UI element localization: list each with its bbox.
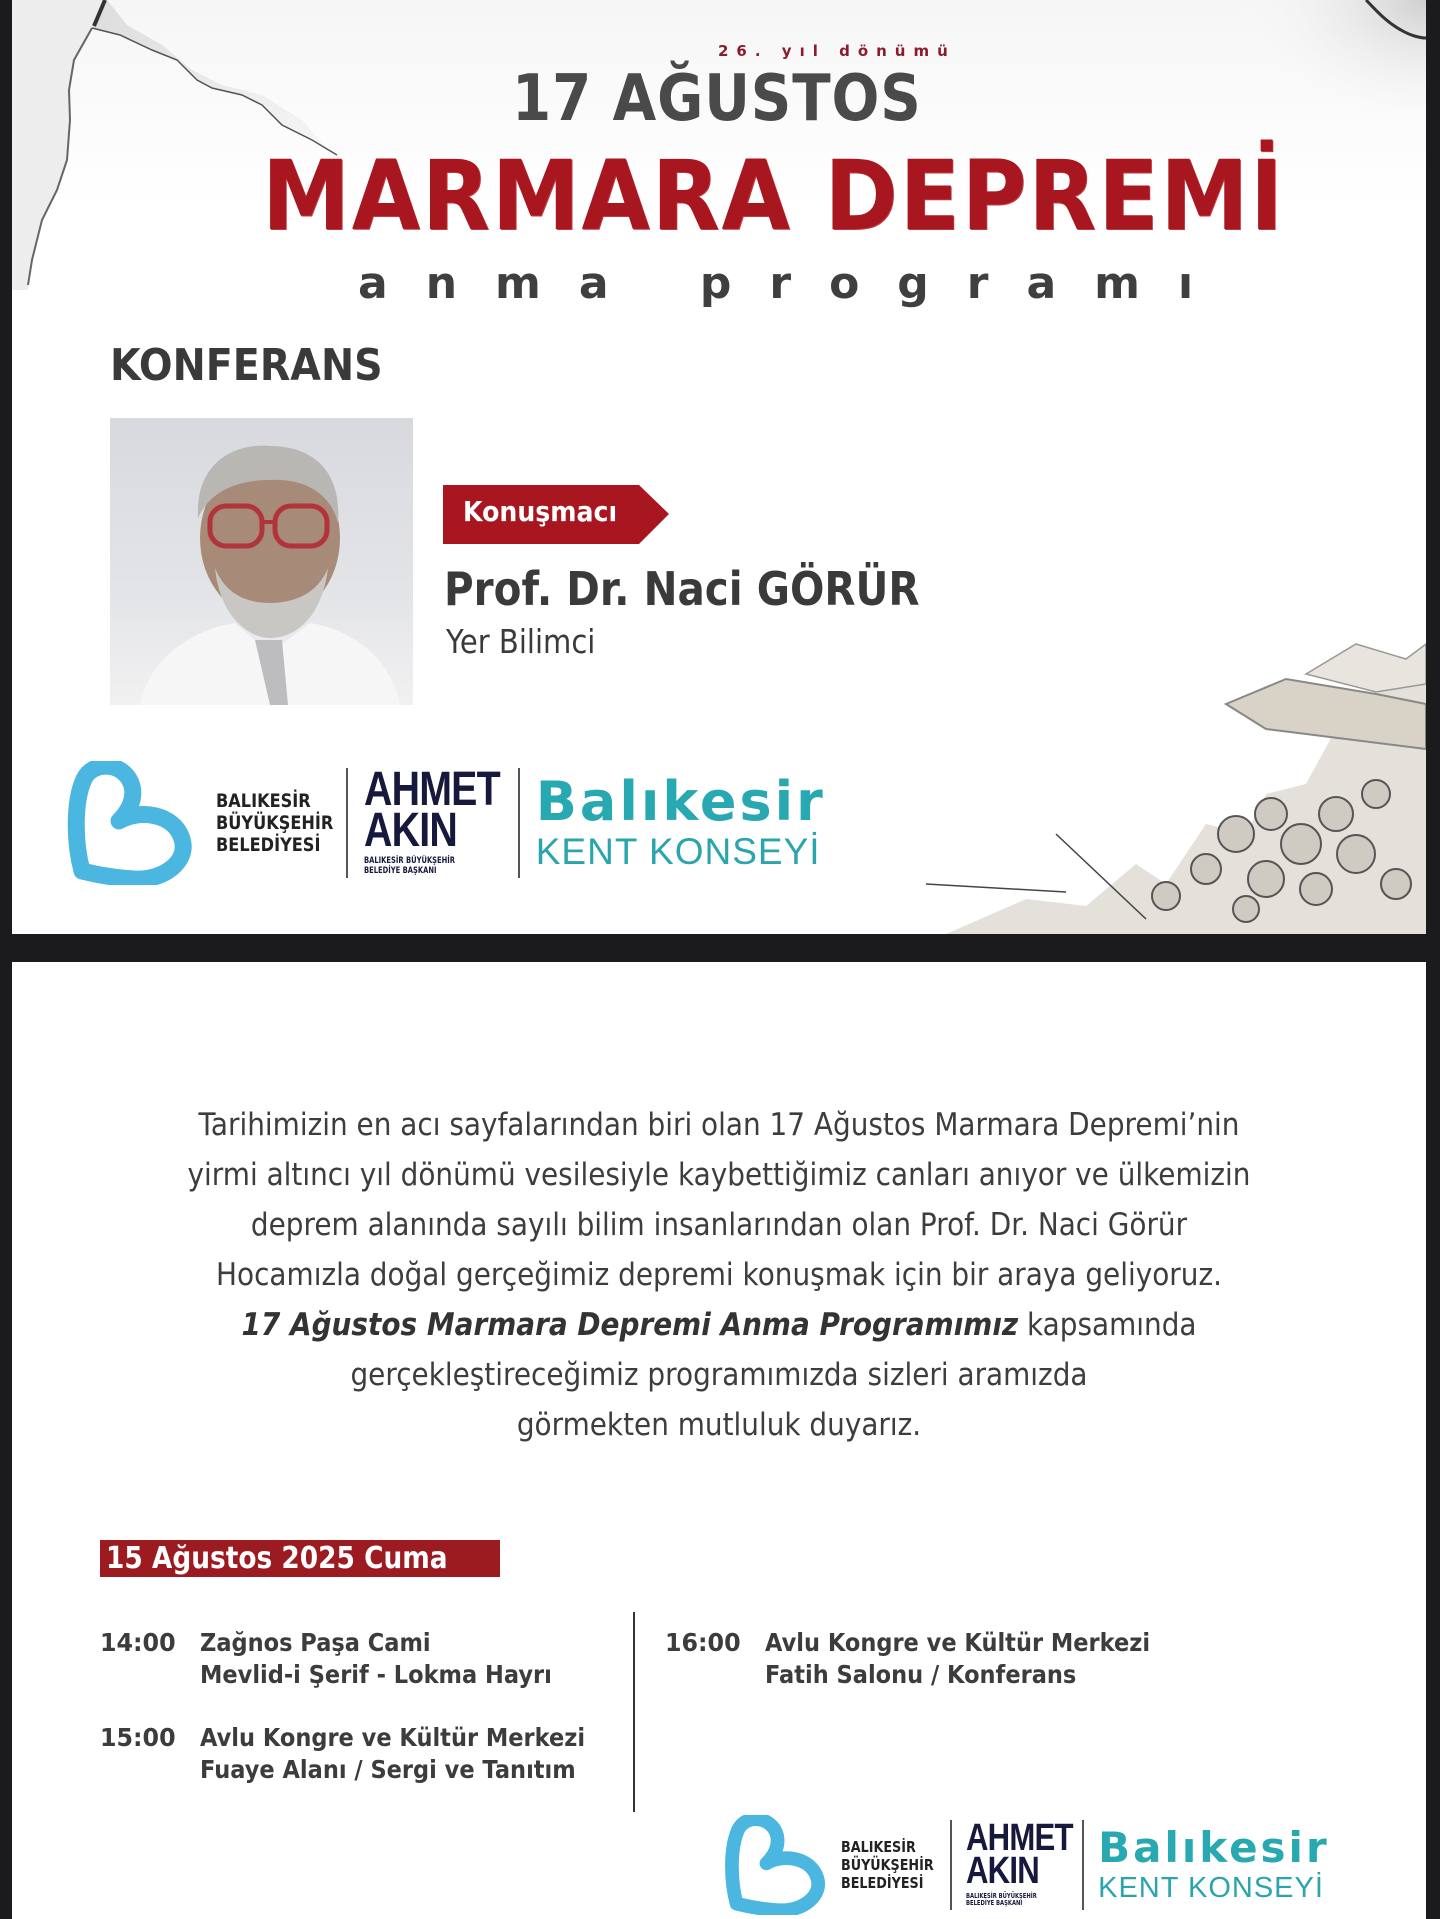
schedule-time: 14:00	[100, 1628, 176, 1657]
speaker-role: Yer Bilimci	[446, 622, 596, 661]
invitation-paragraph: Tarihimizin en acı sayfalarından biri olan 17 Ağustos Marmara Depremi’nin yirmi altıncı yıl dönümü vesilesiyle kaybettiğimiz canları anıyor ve ülkemizin deprem alanında sayılı bilim insanlarından olan Prof. Dr. Naci Görür Hocamızla doğal gerçeğimiz depremi konuşmak için bir araya geliyoruz. 17 Ağustos Marmara Depremi Anma Programımız kapsamında gerçekleştireceğimiz programımızda sizleri aramızda görmekten mutluluk duyarız.	[187, 1107, 1251, 1443]
flyer-top-card	[12, 0, 1426, 934]
schedule-time: 15:00	[100, 1723, 176, 1752]
section-title-konferans: KONFERANS	[110, 340, 383, 391]
municipality-logo	[64, 761, 354, 885]
schedule-details: Avlu Kongre ve Kültür Merkezi Fatih Salonu / Konferans	[765, 1628, 1151, 1689]
sponsor-logos-top	[64, 760, 826, 885]
title-main: MARMARA DEPREMİ	[262, 140, 1285, 252]
schedule-item	[665, 1627, 1193, 1691]
anniversary-label: 26. yıl dönümü	[718, 42, 956, 60]
schedule-column-divider	[633, 1612, 635, 1812]
speaker-photo	[110, 418, 413, 705]
logo-divider	[950, 1820, 952, 1910]
schedule-details: Zağnos Paşa Cami Mevlid-i Şerif - Lokma Hayrı	[200, 1628, 552, 1689]
event-date-badge: 15 Ağustos 2025 Cuma	[100, 1540, 500, 1577]
municipality-b-logo-icon	[722, 1815, 827, 1915]
logo-divider	[1082, 1820, 1084, 1910]
mayor-logo: AHMET AKIN BALIKESİR BÜYÜKŞEHİR BELEDİYE BAŞKANI	[364, 762, 500, 876]
speaker-name: Prof. Dr. Naci GÖRÜR	[444, 562, 920, 616]
speaker-badge	[443, 485, 669, 544]
sponsor-logos-bottom	[722, 1815, 1330, 1915]
speaker-portrait-icon	[110, 418, 413, 705]
torn-paper-right-decoration	[1226, 0, 1426, 140]
title-subtitle: anma programı	[358, 258, 1232, 309]
program-name-emphasis: 17 Ağustos Marmara Depremi Anma Programımız	[241, 1307, 1019, 1343]
schedule-time: 16:00	[665, 1628, 741, 1657]
schedule-item	[100, 1627, 591, 1691]
schedule-item	[100, 1722, 628, 1786]
logo-divider	[346, 768, 348, 878]
municipality-name: BALIKESİR BÜYÜKŞEHİR BELEDİYESİ	[841, 1838, 934, 1892]
title-date: 17 AĞUSTOS	[512, 62, 922, 136]
municipality-name: BALIKESİR BÜYÜKŞEHİR BELEDİYESİ	[216, 789, 334, 856]
mayor-logo: AHMET AKIN BALIKESİR BÜYÜKŞEHİR BELEDİYE BAŞKANI	[966, 1817, 1073, 1908]
rubble-decoration	[906, 634, 1426, 934]
municipality-logo	[722, 1815, 950, 1915]
schedule-details: Avlu Kongre ve Kültür Merkezi Fuaye Alanı / Sergi ve Tanıtım	[200, 1723, 586, 1784]
city-council-logo: Balıkesir KENT KONSEYİ	[1098, 1823, 1330, 1904]
speaker-badge-label: Konuşmacı	[463, 495, 618, 528]
municipality-b-logo-icon	[64, 761, 194, 885]
city-council-logo: Balıkesir KENT KONSEYİ	[535, 769, 826, 872]
logo-divider	[518, 768, 520, 878]
